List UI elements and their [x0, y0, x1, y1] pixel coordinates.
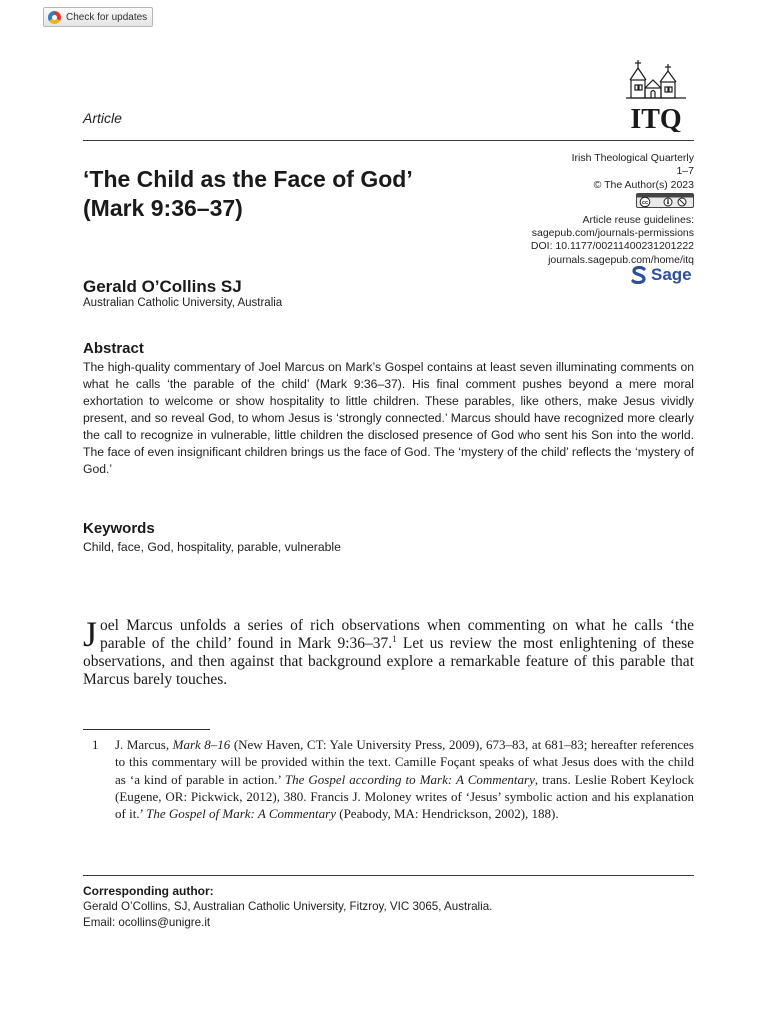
- svg-text:cc: cc: [641, 200, 649, 207]
- check-for-updates-button[interactable]: [43, 7, 153, 27]
- check-for-updates-label: Check for updates: [66, 11, 148, 23]
- corresponding-author-address: Gerald O’Collins, SJ, Australian Catholic University, Fitzroy, VIC 3065, Australia.: [83, 900, 493, 913]
- body-paragraph: [83, 614, 694, 689]
- journal-meta: [474, 152, 694, 267]
- abstract-heading: Abstract: [83, 340, 144, 357]
- permissions-link[interactable]: sagepub.com/journals-permissions: [531, 227, 694, 240]
- journal-home-link[interactable]: journals.sagepub.com/home/itq: [548, 253, 694, 266]
- header-divider: [83, 140, 694, 141]
- keywords-heading: Keywords: [83, 520, 155, 537]
- sage-wordmark: Sage: [651, 265, 692, 284]
- footnote-number: 1: [92, 737, 99, 752]
- body-text-part2: Let us review the most enlightening of these observations, and then against that background explore a remarkable feature of this parable that Marcus barely touches.: [83, 635, 694, 688]
- cc-license-icon[interactable]: [636, 193, 694, 208]
- article-title-line1: ‘The Child as the Face of God’: [83, 166, 413, 192]
- article-title: [83, 165, 503, 223]
- body-text-part1: oel Marcus unfolds a series of rich observations when commenting on what he calls ‘the parable of the child’ found in Mark 9:36–37.: [100, 617, 694, 652]
- author-affiliation: Australian Catholic University, Australia: [83, 297, 283, 309]
- sage-s-icon: [631, 266, 647, 284]
- doi-link[interactable]: DOI: 10.1177/00211400231201222: [530, 240, 694, 253]
- article-type-label: Article: [83, 110, 122, 126]
- corresponding-divider: [83, 875, 694, 876]
- footnote: [83, 736, 694, 822]
- author-name: Gerald O’Collins SJ: [83, 277, 242, 296]
- drop-cap: J: [83, 614, 98, 654]
- footnote-text: J. Marcus, Mark 8–16 (New Haven, CT: Yale University Press, 2009), 673–83, at 681–83; hereafter references to this commentary will be provided within the text. Camille Foçant speaks of what Jesus does with the child as ‘a kind of parable in action.’ The Gospel according to Mark: A Commentary, trans. Leslie Robert Keylock (Eugene, OR: Pickwick, 2012), 380. Francis J. Moloney writes of ‘Jesus’ symbolic action and his explanation of it.’ The Gospel of Mark: A Commentary (Peabody, MA: Hendrickson, 2002), 188).: [115, 737, 694, 822]
- footnote-divider: [83, 729, 210, 730]
- page-range: 1–7: [676, 165, 694, 178]
- reuse-guidelines-label: Article reuse guidelines:: [582, 213, 694, 226]
- article-title-line2: (Mark 9:36–37): [83, 195, 243, 221]
- abstract-text: The high-quality commentary of Joel Marcus on Mark’s Gospel contains at least seven illuminating comments on what he calls ‘the parable of the child’ (Mark 9:36–37). His final comment pushes beyond a mere moral exhortation to welcome or show hospitality to little children. These parables, like others, make Jesus vividly present, and so reveal God, to whom Jesus is ‘strongly connected.’ Marcus should have recognized more clearly the call to recognize in vulnerable, little children the disclosed presence of God who sent his Son into the world. The face of even insignificant children brings us the face of God. The ‘mystery of the child’ reflects the ‘mystery of God.’: [83, 360, 694, 476]
- keywords-list: Child, face, God, hospitality, parable, vulnerable: [83, 540, 341, 554]
- crossmark-icon: [48, 11, 61, 24]
- corresponding-author-heading: Corresponding author:: [83, 884, 214, 898]
- sage-logo[interactable]: [631, 265, 692, 285]
- footnote-reference[interactable]: 1: [392, 633, 397, 644]
- copyright-line: © The Author(s) 2023: [593, 178, 694, 191]
- itq-logo-text: ITQ: [630, 104, 682, 132]
- corresponding-author-email[interactable]: Email: ocollins@unigre.it: [83, 916, 211, 929]
- itq-logo: [618, 58, 694, 132]
- journal-name: Irish Theological Quarterly: [571, 152, 694, 164]
